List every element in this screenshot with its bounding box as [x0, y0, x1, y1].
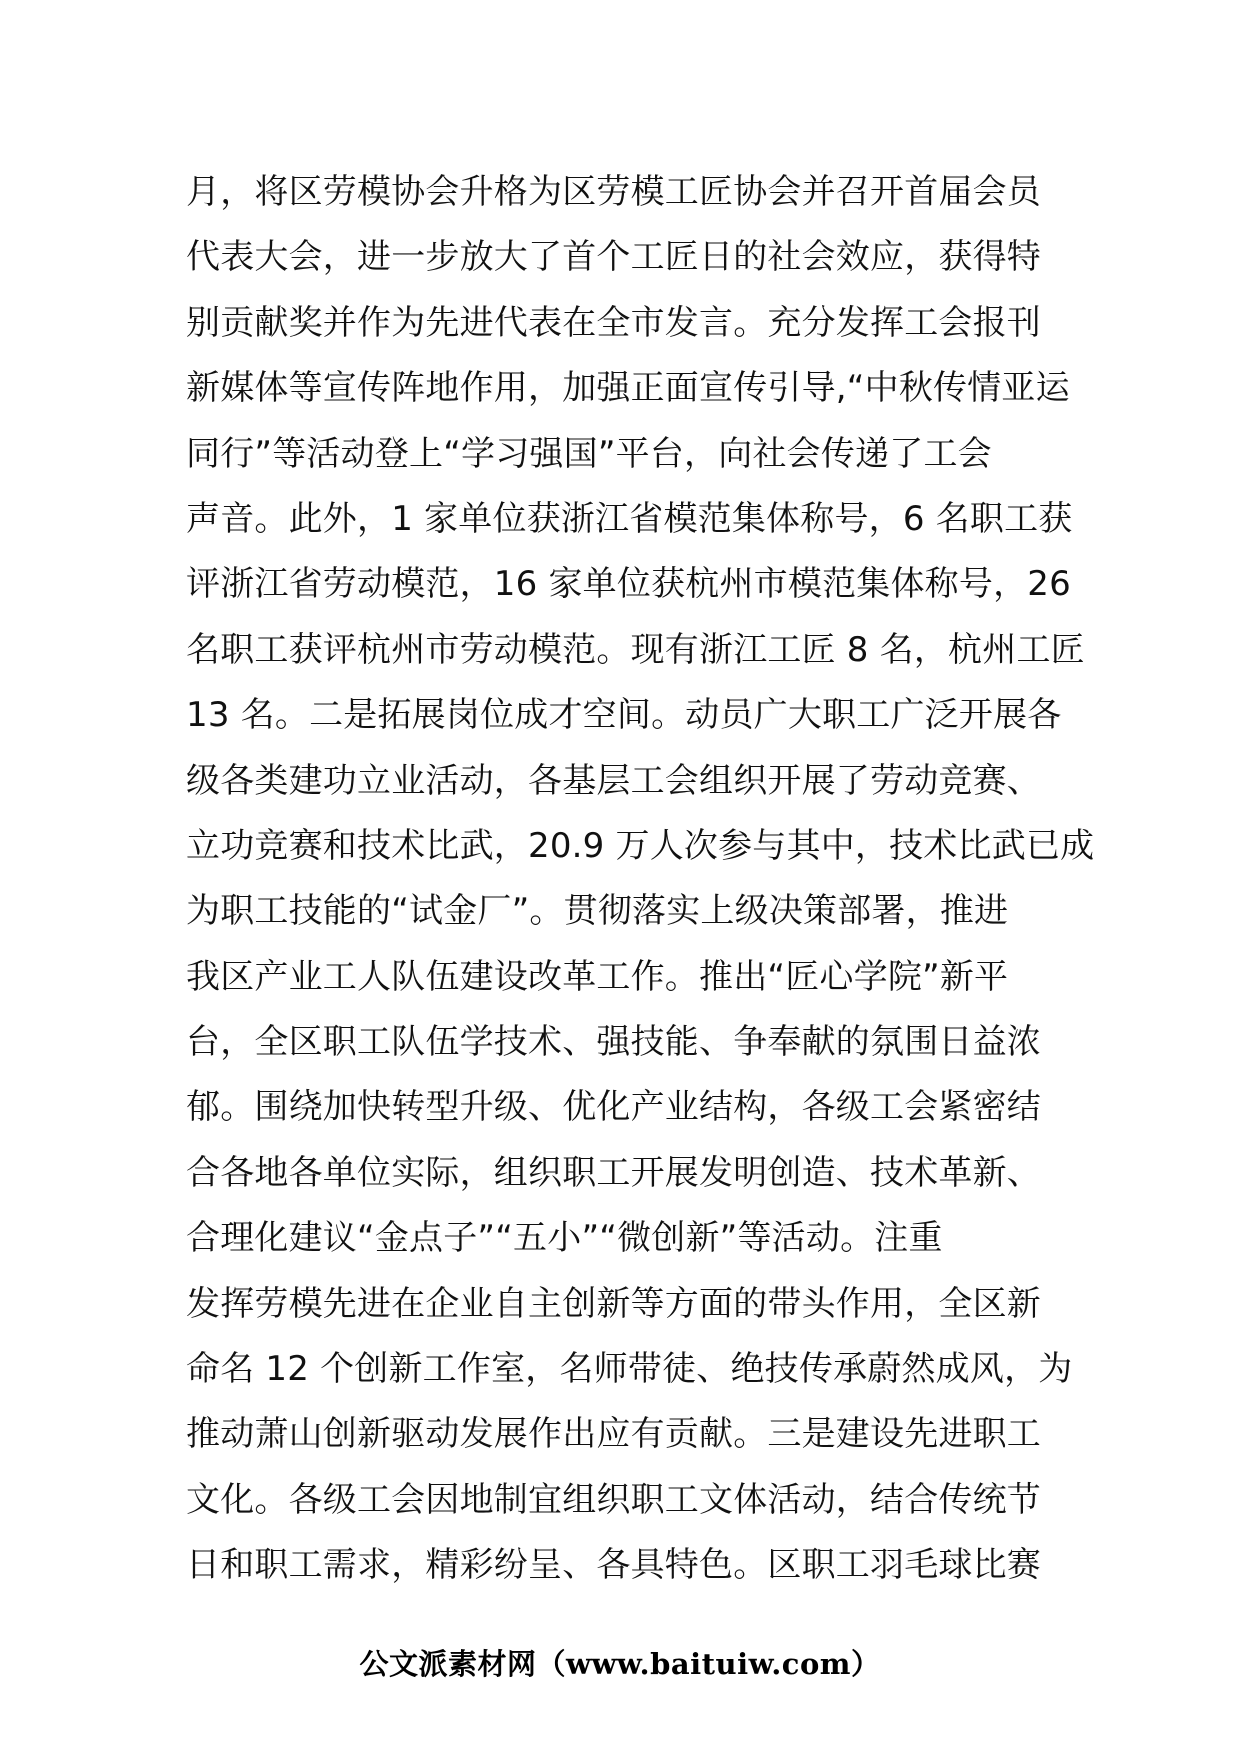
body-line: 立功竞赛和技术比武，20.9 万人次参与其中，技术比武已成 — [186, 825, 1095, 866]
body-line: 评浙江省劳动模范，16 家单位获杭州市模范集体称号，26 — [186, 564, 1071, 605]
body-line: 声音。此外，1 家单位获浙江省模范集体称号，6 名职工获 — [186, 498, 1073, 539]
body-line: 我区产业工人队伍建设改革工作。推出“匠心学院”新平 — [186, 956, 1009, 997]
body-line: 文化。各级工会因地制宜组织职工文体活动，结合传统节 — [186, 1479, 1041, 1520]
body-line: 推动萧山创新驱动发展作出应有贡献。三是建设先进职工 — [186, 1414, 1041, 1455]
body-line: 命名 12 个创新工作室，名师带徒、绝技传承蔚然成风，为 — [186, 1349, 1073, 1390]
body-line: 合各地各单位实际，组织职工开展发明创造、技术革新、 — [186, 1152, 1041, 1193]
body-line: 发挥劳模先进在企业自主创新等方面的带头作用，全区新 — [186, 1283, 1041, 1324]
body-line: 新媒体等宣传阵地作用，加强正面宣传引导,“中秋传情亚运 — [186, 368, 1070, 409]
body-line: 郁。围绕加快转型升级、优化产业结构，各级工会紧密结 — [186, 1087, 1041, 1128]
body-line: 日和职工需求，精彩纷呈、各具特色。区职工羽毛球比赛 — [186, 1545, 1041, 1586]
body-line: 为职工技能的“试金厂”。贯彻落实上级决策部署，推进 — [186, 891, 1009, 932]
body-line: 级各类建功立业活动，各基层工会组织开展了劳动竞赛、 — [186, 760, 1041, 801]
body-line: 同行”等活动登上“学习强国”平台，向社会传递了工会 — [186, 433, 992, 474]
body-line: 别贡献奖并作为先进代表在全市发言。充分发挥工会报刊 — [186, 302, 1041, 343]
body-line: 台，全区职工队伍学技术、强技能、争奉献的氛围日益浓 — [186, 1022, 1041, 1063]
body-line: 代表大会，进一步放大了首个工匠日的社会效应，获得特 — [186, 237, 1041, 278]
body-line: 名职工获评杭州市劳动模范。现有浙江工匠 8 名，杭州工匠 — [186, 629, 1085, 670]
body-line: 月，将区劳模协会升格为区劳模工匠协会并召开首届会员 — [186, 172, 1041, 212]
body-line: 合理化建议“金点子”“五小”“微创新”等活动。注重 — [186, 1218, 943, 1259]
document-body — [186, 160, 1095, 1599]
footer-watermark: 公文派素材网（www.baituiw.com） — [359, 1647, 881, 1681]
body-line: 13 名。二是拓展岗位成才空间。动员广大职工广泛开展各 — [186, 695, 1062, 736]
